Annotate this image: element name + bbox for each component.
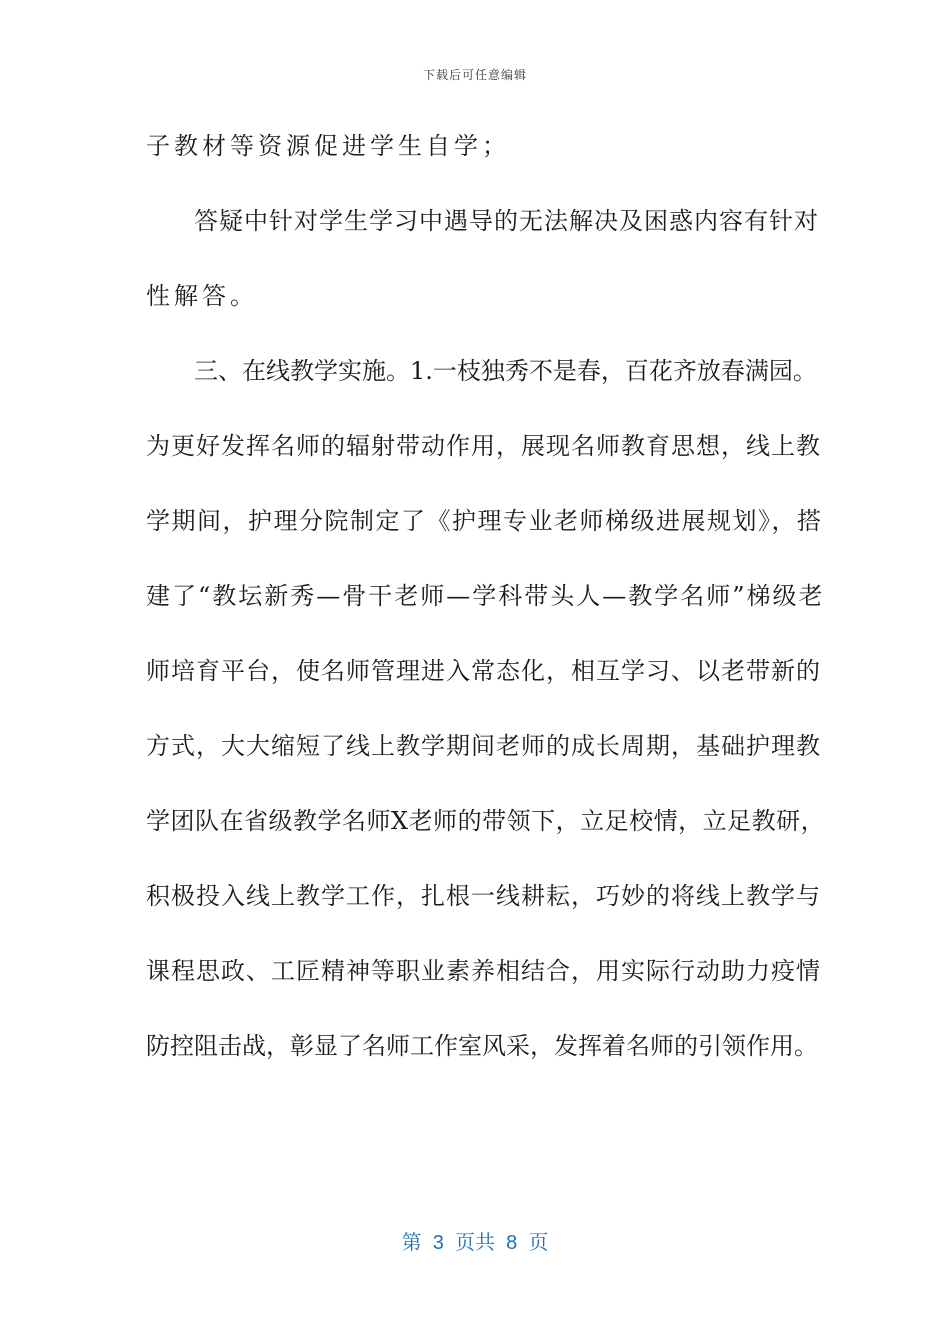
body-line: 方式，大大缩短了线上教学期间老师的成长周期，基础护理教	[146, 732, 821, 760]
body-line: 防控阻击战，彰显了名师工作室风采，发挥着名师的引领作用。	[146, 1032, 818, 1060]
body-line: 性解答。	[146, 282, 258, 310]
body-line: 建了“教坛新秀—骨干老师—学科带头人—教学名师”梯级老	[146, 582, 825, 610]
body-line: 学团队在省级教学名师X老师的带领下，立足校情，立足教研，	[146, 807, 826, 835]
body-line: 答疑中针对学生学习中遇导的无法解决及困惑内容有针对	[194, 207, 819, 235]
page-number-footer: 第 3 页共 8 页	[401, 1232, 549, 1254]
body-line: 师培育平台，使名师管理进入常态化，相互学习、以老带新的	[146, 657, 821, 685]
body-line: 为更好发挥名师的辐射带动作用，展现名师教育思想，线上教	[146, 432, 821, 460]
body-line: 课程思政、工匠精神等职业素养相结合，用实际行动助力疫情	[146, 957, 821, 985]
body-line: 积极投入线上教学工作，扎根一线耕耘，巧妙的将线上教学与	[146, 882, 821, 910]
body-line: 三、在线教学实施。1.一枝独秀不是春，百花齐放春满园。	[194, 357, 817, 385]
page-header-note: 下载后可任意编辑	[422, 68, 527, 82]
body-line: 学期间，护理分院制定了《护理专业老师梯级进展规划》，搭	[146, 507, 823, 535]
body-line: 子教材等资源促进学生自学；	[146, 132, 510, 160]
